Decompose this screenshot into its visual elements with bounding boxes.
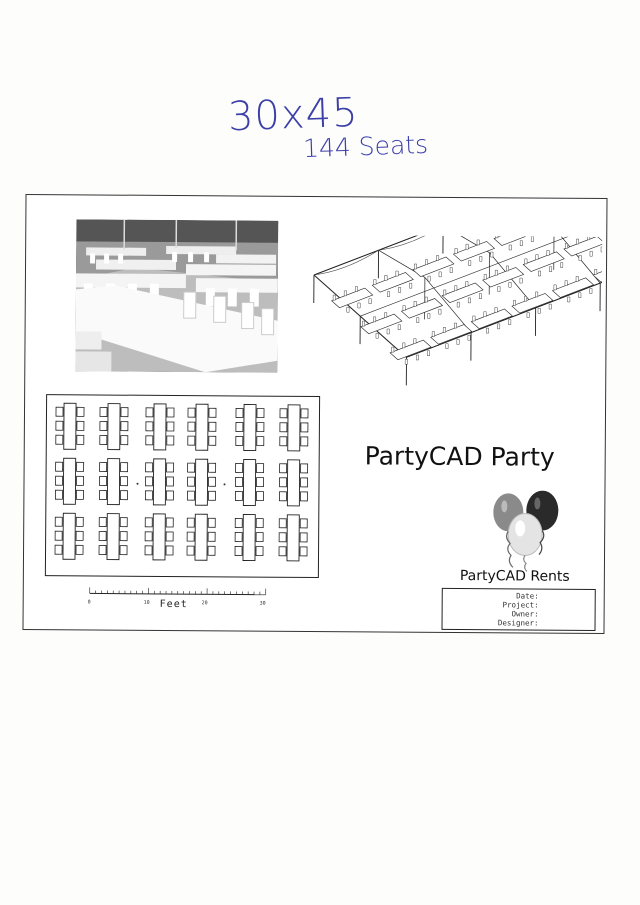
date-label: Date: bbox=[516, 591, 539, 601]
owner-label: Owner: bbox=[511, 609, 539, 619]
balloons-logo bbox=[486, 490, 565, 573]
table-group bbox=[100, 403, 128, 449]
table-group bbox=[99, 513, 127, 559]
scale-unit-label: Feet bbox=[159, 598, 188, 611]
drawing-title: PartyCAD Party bbox=[364, 441, 555, 472]
scale-tick-label: 20 bbox=[201, 600, 208, 607]
table-group bbox=[145, 514, 173, 560]
table-group bbox=[56, 403, 84, 449]
table-group bbox=[145, 459, 173, 505]
table-group bbox=[146, 404, 174, 450]
table-group bbox=[187, 514, 215, 560]
handwritten-tent-size: 30x45 bbox=[227, 89, 360, 141]
table-group bbox=[279, 515, 307, 561]
table-group bbox=[235, 514, 263, 560]
table-group bbox=[280, 405, 308, 451]
rendered-tent-interior-image bbox=[75, 219, 278, 372]
company-name: PartyCAD Rents bbox=[459, 568, 570, 585]
table-group bbox=[187, 459, 215, 505]
scale-tick-label: 30 bbox=[259, 600, 266, 607]
table-group bbox=[55, 513, 83, 559]
table-group bbox=[235, 459, 263, 505]
floor-plan bbox=[45, 394, 320, 578]
designer-label: Designer: bbox=[497, 618, 539, 628]
handwritten-seat-count: 144 Seats bbox=[302, 129, 429, 164]
drawing-sheet bbox=[22, 194, 607, 634]
table-group bbox=[236, 404, 264, 450]
table-group bbox=[279, 460, 307, 506]
scale-tick-label: 10 bbox=[143, 599, 150, 606]
tent-isometric-drawing bbox=[311, 235, 602, 423]
title-block bbox=[441, 588, 595, 631]
scale-tick-label: 0 bbox=[87, 599, 91, 606]
table-group bbox=[188, 404, 216, 450]
table-group bbox=[99, 458, 127, 504]
table-group bbox=[55, 458, 83, 504]
project-label: Project: bbox=[502, 600, 539, 610]
